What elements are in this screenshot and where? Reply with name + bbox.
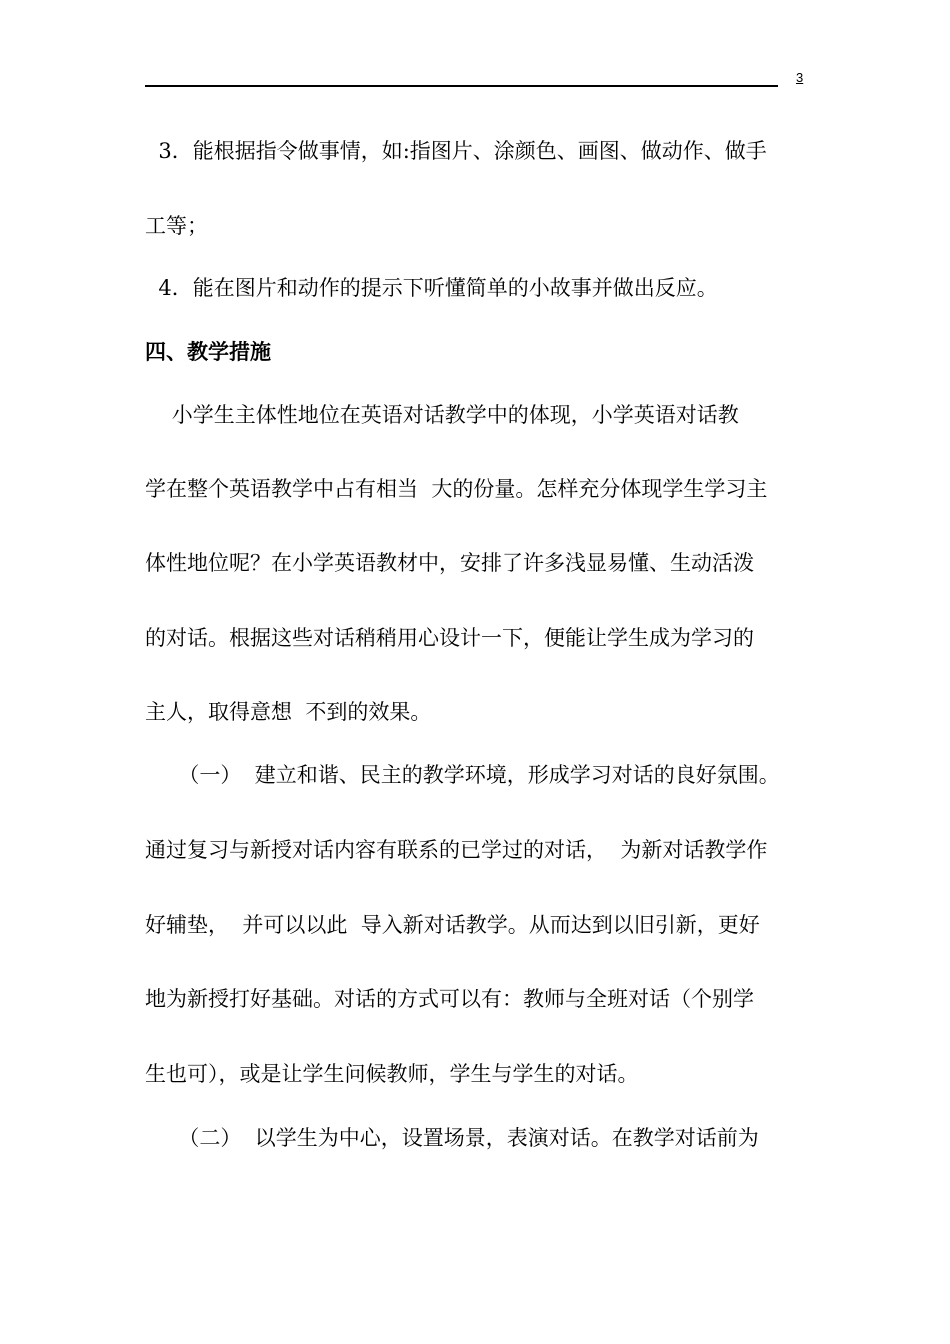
paragraph-line: 地为新授打好基础。对话的方式可以有：教师与全班对话（个别学 [145, 987, 754, 1011]
paragraph-line: 学在整个英语教学中占有相当 大的份量。怎样充分体现学生学习主 [145, 477, 768, 501]
paragraph-line: 好辅垫， 并可以以此 导入新对话教学。从而达到以旧引新，更好 [145, 913, 760, 937]
paragraph-line: 通过复习与新授对话内容有联系的已学过的对话， 为新对话教学作 [145, 838, 768, 862]
list-item-4: 4．能在图片和动作的提示下听懂简单的小故事并做出反应。 [145, 276, 718, 300]
list-item-3-continued: 工等； [145, 214, 208, 238]
paragraph-line: 体性地位呢？在小学英语教材中，安排了许多浅显易懂、生动活泼 [145, 551, 754, 575]
subsection-line: （二） 以学生为中心，设置场景，表演对话。在教学对话前为 [145, 1126, 759, 1150]
paragraph-line: 主人，取得意想 不到的效果。 [145, 700, 432, 724]
paragraph-line: 生也可），或是让学生问候教师，学生与学生的对话。 [145, 1062, 639, 1086]
paragraph-line: 小学生主体性地位在英语对话教学中的体现，小学英语对话教 [145, 403, 739, 427]
list-item-3: 3．能根据指令做事情，如:指图片、涂颜色、画图、做动作、做手 [145, 139, 767, 163]
page-number: 3 [796, 70, 804, 85]
section-heading: 四、教学措施 [145, 339, 271, 364]
subsection-line: （一） 建立和谐、民主的教学环境，形成学习对话的良好氛围。 [145, 763, 780, 787]
header-rule [145, 85, 778, 87]
paragraph-line: 的对话。根据这些对话稍稍用心设计一下，便能让学生成为学习的 [145, 626, 754, 650]
